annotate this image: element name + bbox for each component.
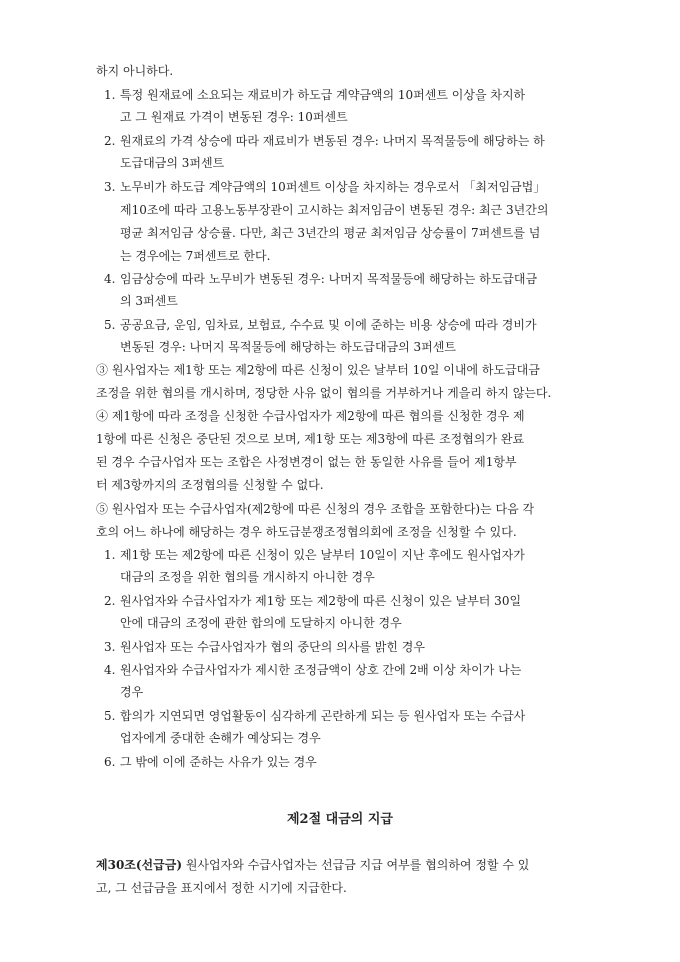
article-30-line: [96, 858, 529, 872]
paragraph-line: 조정을 위한 협의를 개시하며, 정당한 사유 없이 협의를 거부하거나 게을리 하지 않는다.: [96, 386, 552, 400]
list-item-text: 대금의 조정을 위한 협의를 개시하지 아니한 경우: [120, 570, 375, 584]
list-item-text: 원재료의 가격 상승에 따라 재료비가 변동된 경우: 나머지 목적물등에 해당하는 하: [120, 134, 545, 148]
article-title: 제30조(선급금): [96, 858, 183, 872]
paragraph-line: 호의 어느 하나에 해당하는 경우 하도급분쟁조정협의회에 조정을 신청할 수 있다.: [96, 525, 517, 539]
list-item-number: 1.: [104, 548, 116, 562]
section-heading: 제2절 대금의 지급: [286, 812, 393, 827]
list-item-text: 노무비가 하도급 계약금액의 10퍼센트 이상을 차지하는 경우로서 「최저임금법」: [120, 180, 546, 194]
list-item-text: 임금상승에 따라 노무비가 변동된 경우: 나머지 목적물등에 해당하는 하도급대금: [120, 272, 538, 286]
paragraph-line: ⑤ 원사업자 또는 수급사업자(제2항에 따른 신청의 경우 조합을 포함한다)는 다음 각: [96, 502, 535, 516]
paragraph-line: 된 경우 수급사업자 또는 조합은 사정변경이 없는 한 동일한 사유를 들어 제1항부: [96, 455, 517, 469]
list-item-text: 의 3퍼센트: [120, 294, 178, 308]
list-item-number: 5.: [104, 709, 116, 723]
list-item-text: 업자에게 중대한 손해가 예상되는 경우: [120, 731, 321, 745]
list-item-number: 2.: [104, 134, 116, 148]
list-item-text: 안에 대금의 조정에 관한 합의에 도달하지 아니한 경우: [120, 616, 402, 630]
paragraph-line: 1항에 따른 신청은 중단된 것으로 보며, 제1항 또는 제3항에 따른 조정협의가 완료: [96, 432, 525, 446]
list-item-text: 경우: [120, 685, 144, 699]
list-item-number: 6.: [104, 755, 116, 769]
list-item-text: 원사업자 또는 수급사업자가 협의 중단의 의사를 밝힌 경우: [120, 640, 425, 654]
list-item-text: 평균 최저임금 상승률. 다만, 최근 3년간의 평균 최저임금 상승률이 7퍼센트를 넘: [120, 226, 541, 240]
list-item-text: 고 그 원재료 가격이 변동된 경우: 10퍼센트: [120, 110, 348, 124]
list-item-text: 원사업자와 수급사업자가 제1항 또는 제2항에 따른 신청이 있은 날부터 30일: [120, 594, 522, 608]
paragraph-line: ③ 원사업자는 제1항 또는 제2항에 따른 신청이 있은 날부터 10일 이내에 하도급대금: [96, 363, 540, 377]
list-item-text: 는 경우에는 7퍼센트로 한다.: [120, 249, 271, 263]
list-item-text: 그 밖에 이에 준하는 사유가 있는 경우: [120, 755, 317, 769]
list-item-text: 특정 원재료에 소요되는 재료비가 하도급 계약금액의 10퍼센트 이상을 차지하: [120, 88, 526, 102]
article-text: 고, 그 선급금을 표지에서 정한 시기에 지급한다.: [96, 881, 347, 895]
list-item-text: 원사업자와 수급사업자가 제시한 조정금액이 상호 간에 2배 이상 차이가 나는: [120, 663, 522, 677]
list-item-text: 합의가 지연되면 영업활동이 심각하게 곤란하게 되는 등 원사업자 또는 수급사: [120, 709, 526, 723]
list-item-number: 3.: [104, 180, 116, 194]
list-item-text: 도급대금의 3퍼센트: [120, 156, 225, 170]
list-item-number: 4.: [104, 272, 116, 286]
paragraph-line: ④ 제1항에 따라 조정을 신청한 수급사업자가 제2항에 따른 협의를 신청한 경우 제: [96, 409, 525, 423]
paragraph-line: 터 제3항까지의 조정협의를 신청할 수 없다.: [96, 478, 324, 492]
list-item-text: 공공요금, 운임, 임차료, 보험료, 수수료 및 이에 준하는 비용 상승에 따라 경비가: [120, 318, 537, 332]
article-text: 원사업자와 수급사업자는 선급금 지급 여부를 협의하여 정할 수 있: [182, 858, 530, 872]
list-item-number: 2.: [104, 594, 116, 608]
list-item-number: 4.: [104, 663, 116, 677]
list-item-number: 3.: [104, 640, 116, 654]
list-item-number: 5.: [104, 318, 116, 332]
list-item-text: 제10조에 따라 고용노동부장관이 고시하는 최저임금이 변동된 경우: 최근 3년간의: [120, 203, 549, 217]
intro-line: 하지 아니하다.: [96, 64, 174, 78]
list-item-text: 변동된 경우: 나머지 목적물등에 해당하는 하도급대금의 3퍼센트: [120, 340, 456, 354]
list-item-number: 1.: [104, 88, 116, 102]
list-item-text: 제1항 또는 제2항에 따른 신청이 있은 날부터 10일이 지난 후에도 원사업자가: [120, 548, 525, 562]
